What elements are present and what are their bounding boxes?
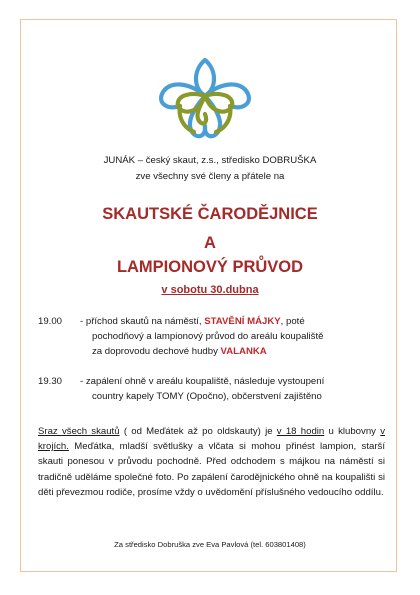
footer-contact: Za středisko Dobruška zve Eva Pavlová (tel. 603801408) <box>114 540 306 549</box>
event-text-line3 <box>80 344 323 359</box>
scout-lily-logo-icon <box>150 52 260 144</box>
event-description <box>80 374 324 404</box>
event-description <box>80 314 323 359</box>
meeting-time: v 18 hodin <box>276 426 325 437</box>
info-paragraph <box>38 424 385 500</box>
event-text: - příchod skautů na náměstí, <box>80 316 205 327</box>
event-item <box>38 314 323 359</box>
event-text: pochodňový a lampionový průvod do areálu koupaliště <box>92 331 324 342</box>
event-highlight: VALANKA <box>220 346 267 357</box>
event-text: - zapálení ohně v areálu koupaliště, následuje vystoupení <box>80 376 325 387</box>
event-highlight: STAVĚNÍ MÁJKY <box>204 316 281 327</box>
event-time: 19.00 <box>38 316 63 327</box>
event-text: za doprovodu dechové hudby <box>92 346 221 357</box>
event-time: 19.30 <box>38 376 63 387</box>
event-text: , poté <box>280 316 305 327</box>
dress-code: v krojích. <box>38 426 385 453</box>
paragraph-text: ( od Meďátek až po oldskauty) je <box>119 426 277 437</box>
title-line-1: SKAUTSKÉ ČARODĚJNICE <box>102 205 318 223</box>
organization-line: JUNÁK – český skaut, z.s., středisko DOBRUŠKA <box>103 155 317 166</box>
invitation-line: zve všechny své členy a přátele na <box>135 171 285 182</box>
paragraph-text: Meďátka, mladší světlušky a vlčata si mohou přinést lampion, starší skauti ponesou v průvodu pochodně. Před odchodem s májkou na náměstí si tradičně uděláme společné foto. Po zapálení čarodějnického ohně na koupališti si děti převezmou rodiče, prosíme vždy o uvědomění příslušného vedoucího oddílu. <box>38 441 385 498</box>
title-line-3: LAMPIONOVÝ PRŮVOD <box>116 258 304 276</box>
event-item <box>38 374 324 404</box>
event-date: v sobotu 30.dubna <box>161 284 259 296</box>
paragraph-text: u klubovny <box>324 426 381 437</box>
meeting-text: Sraz všech skautů <box>38 426 120 437</box>
title-line-2: A <box>204 234 216 252</box>
event-text: country kapely TOMY (Opočno), občerstvení zajištěno <box>92 391 322 402</box>
